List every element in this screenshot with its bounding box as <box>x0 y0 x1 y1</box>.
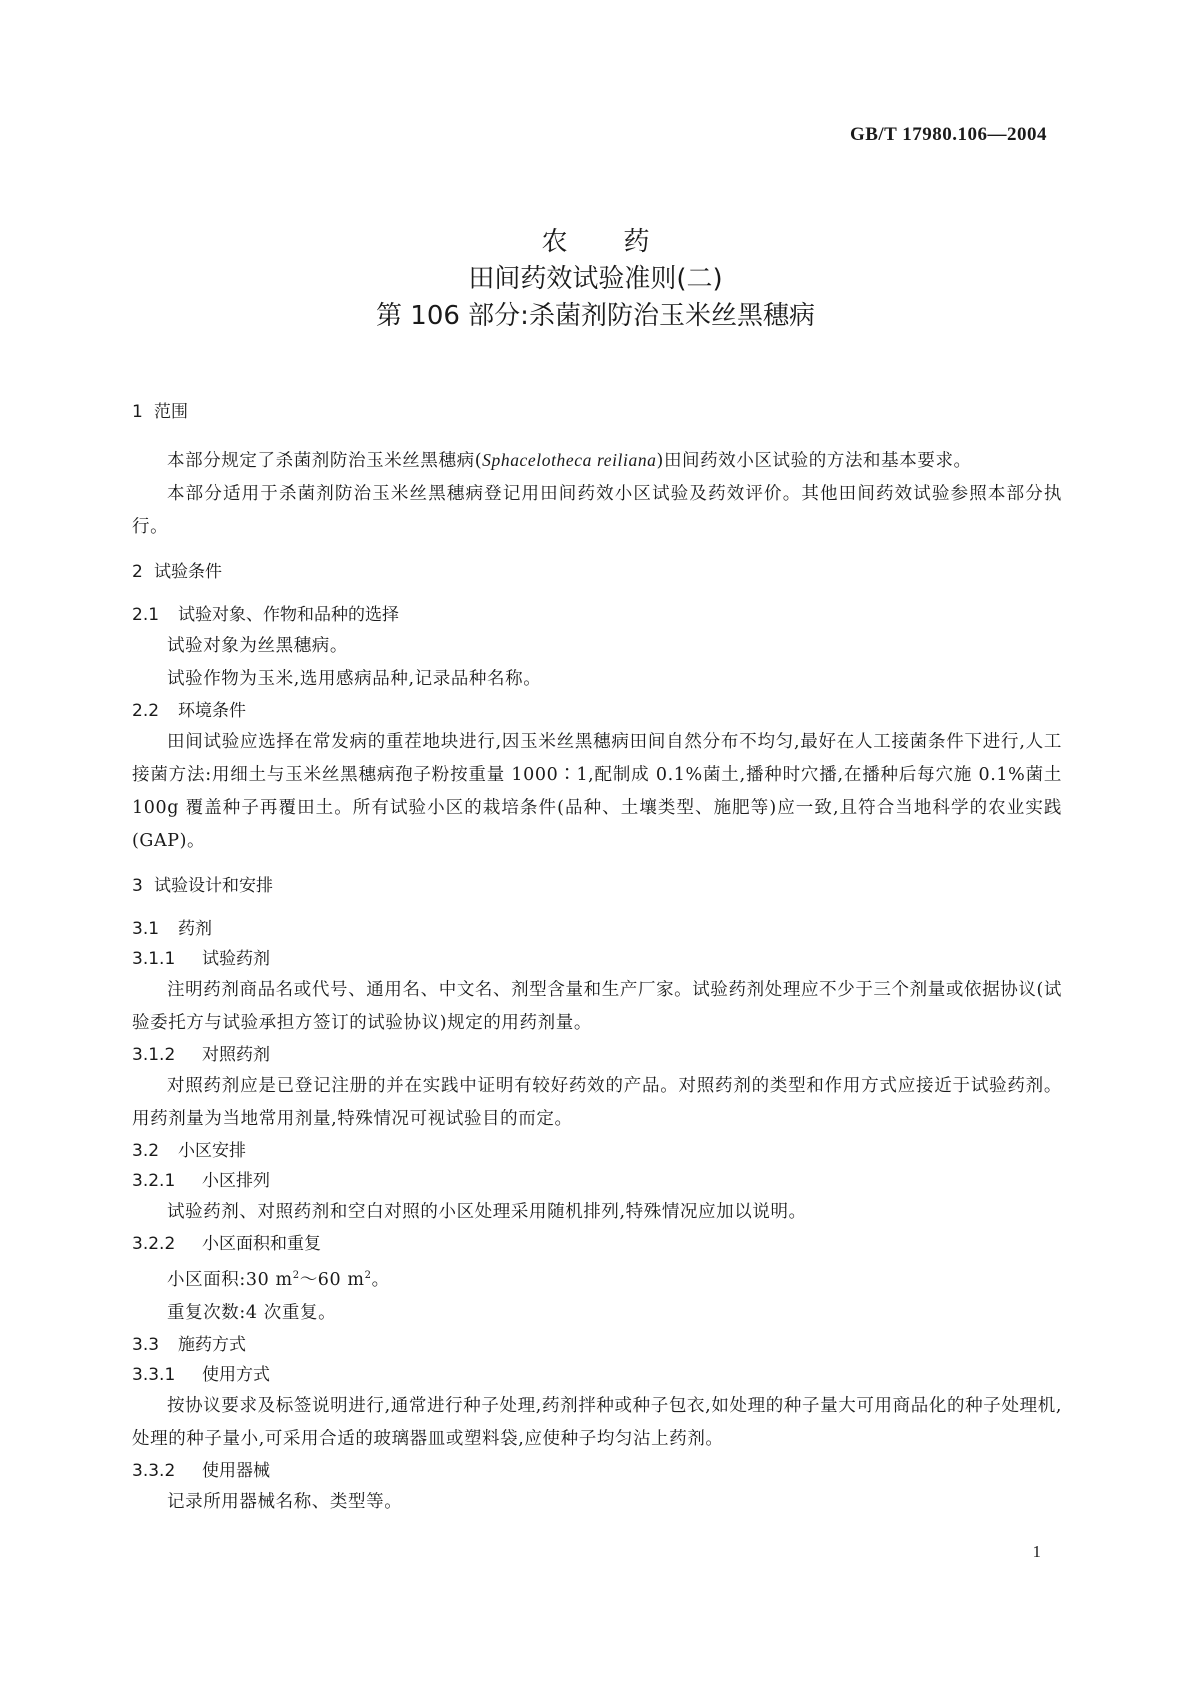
subsection-3-2-1-heading <box>132 1166 1062 1196</box>
section-number: 3.2.2 <box>132 1234 176 1254</box>
section-title: 使用方式 <box>202 1364 270 1385</box>
paragraph: 按协议要求及标签说明进行,通常进行种子处理,药剂拌种或种子包衣,如处理的种子量大可用商品化的种子处理机,处理的种子量小,可采用合适的玻璃器皿或塑料袋,应使种子均匀沾上药剂。 <box>132 1395 1062 1449</box>
section-title: 药剂 <box>178 919 212 939</box>
superscript: 2 <box>292 1270 300 1281</box>
section-number: 3.3.1 <box>132 1364 176 1385</box>
document-title <box>0 224 1191 335</box>
paragraph: 注明药剂商品名或代号、通用名、中文名、剂型含量和生产厂家。试验药剂处理应不少于三个剂量或依据协议(试验委托方与试验承担方签订的试验协议)规定的用药剂量。 <box>132 980 1062 1033</box>
section-number: 3.3 <box>132 1334 160 1355</box>
title-line-1: 农药 <box>541 227 706 257</box>
section-title: 范围 <box>154 402 188 422</box>
section-title: 环境条件 <box>178 701 246 721</box>
superscript: 2 <box>364 1270 372 1281</box>
paragraph: 本部分适用于杀菌剂防治玉米丝黑穗病登记用田间药效小区试验及药效评价。其他田间药效试验参照本部分执行。 <box>132 484 1062 537</box>
paragraph: 小区面积:30 $m^2\sim 60$ $m^2$。 <box>167 1269 390 1290</box>
paragraph: 对照药剂应是已登记注册的并在实践中证明有较好药效的产品。对照药剂的类型和作用方式应接近于试验药剂。用药剂量为当地常用剂量,特殊情况可视试验目的而定。 <box>132 1076 1062 1129</box>
section-title: 小区面积和重复 <box>202 1234 321 1254</box>
section-title: 试验设计和安排 <box>154 876 273 896</box>
section-title: 试验对象、作物和品种的选择 <box>178 605 399 625</box>
section-number: 2 <box>132 562 143 582</box>
subsection-2-2-heading <box>132 696 1062 726</box>
section-title: 使用器械 <box>202 1460 270 1481</box>
paragraph: 记录所用器械名称、类型等。 <box>167 1491 403 1512</box>
paragraph: 试验作物为玉米,选用感病品种,记录品种名称。 <box>167 669 542 689</box>
section-number: 3.2.1 <box>132 1171 176 1191</box>
subsection-3-3-2-heading <box>132 1456 1062 1486</box>
paragraph: 重复次数:4 次重复。 <box>167 1302 337 1323</box>
section-title: 小区排列 <box>202 1171 270 1191</box>
latin-name: Sphacelotheca reiliana <box>482 450 657 470</box>
subsection-3-1-heading <box>132 914 1062 944</box>
subsection-2-1-heading <box>132 600 1062 630</box>
section-number: 1 <box>132 402 143 422</box>
section-3-heading <box>132 872 1062 900</box>
subsection-3-3-heading <box>132 1330 1062 1360</box>
section-title: 对照药剂 <box>202 1045 270 1065</box>
document-body <box>132 398 1062 1519</box>
section-title: 小区安排 <box>178 1141 246 1161</box>
section-number: 3.1 <box>132 919 160 939</box>
section-number: 2.2 <box>132 701 160 721</box>
section-title: 施药方式 <box>178 1334 246 1355</box>
page-number: 1 <box>1032 1542 1041 1561</box>
title-line-2: 田间药效试验准则(二) <box>468 264 723 294</box>
section-title: 试验药剂 <box>202 949 270 969</box>
standard-code: GB/T 17980.106—2004 <box>849 124 1047 145</box>
subsection-3-3-1-heading <box>132 1360 1062 1390</box>
paragraph: 试验对象为丝黑穗病。 <box>167 636 348 656</box>
section-number: 3 <box>132 876 143 896</box>
section-title: 试验条件 <box>154 562 222 582</box>
paragraph: 本部分规定了杀菌剂防治玉米丝黑穗病(Sphacelotheca reiliana)田间药效小区试验的方法和基本要求。 <box>167 450 972 471</box>
section-1-heading <box>132 398 1062 426</box>
section-number: 3.1.1 <box>132 949 176 969</box>
section-2-heading <box>132 558 1062 586</box>
section-number: 3.3.2 <box>132 1460 176 1481</box>
section-number: 2.1 <box>132 605 160 625</box>
subsection-3-2-2-heading <box>132 1229 1062 1259</box>
subsection-3-2-heading <box>132 1136 1062 1166</box>
subsection-3-1-2-heading <box>132 1040 1062 1070</box>
title-line-3: 第 106 部分:杀菌剂防治玉米丝黑穗病 <box>376 301 815 331</box>
subsection-3-1-1-heading <box>132 944 1062 974</box>
paragraph: 田间试验应选择在常发病的重茬地块进行,因玉米丝黑穗病田间自然分布不均匀,最好在人工接菌条件下进行,人工接菌方法:用细土与玉米丝黑穗病孢子粉按重量 1000∶1,配制成 0.1%菌土,播种时穴播,在播种后每穴施 0.1%菌土 100g 覆盖种子再覆田土。所有试验小区的栽培条件(品种、土壤类型、施肥等)应一致,且符合当地科学的农业实践(GAP)。 <box>132 732 1062 851</box>
section-number: 3.1.2 <box>132 1045 176 1065</box>
paragraph: 试验药剂、对照药剂和空白对照的小区处理采用随机排列,特殊情况应加以说明。 <box>167 1202 807 1222</box>
section-number: 3.2 <box>132 1141 160 1161</box>
